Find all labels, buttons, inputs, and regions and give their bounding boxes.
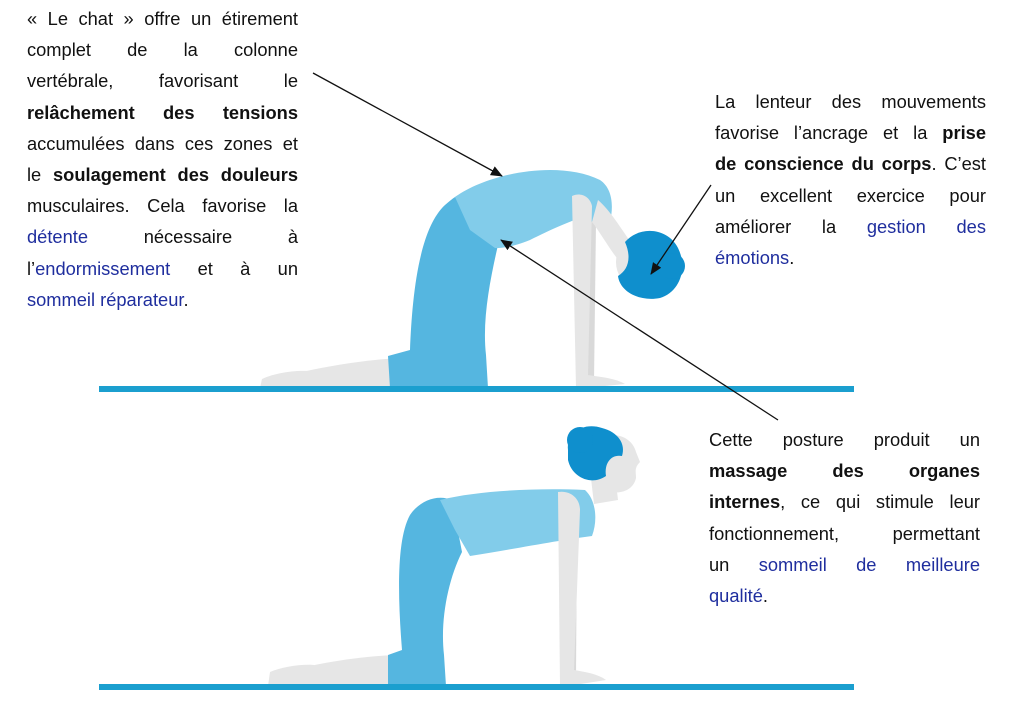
text: « Le chat » offre un étirement	[27, 8, 298, 29]
line	[715, 148, 986, 179]
mat-bottom	[99, 684, 854, 690]
text: et à un	[170, 257, 298, 279]
text: musculaires. Cela favorise la	[27, 195, 298, 217]
line	[27, 284, 298, 315]
line	[709, 580, 980, 611]
cat-foot	[260, 371, 312, 388]
line	[709, 518, 980, 549]
text: vertébrale, favorisant le	[27, 70, 298, 92]
text: le	[27, 164, 53, 186]
cat-pose-figure	[260, 170, 685, 388]
line	[709, 455, 980, 486]
line	[715, 86, 986, 117]
highlight-text: sommeil de meilleure	[758, 553, 980, 575]
line	[27, 65, 298, 96]
cow-hair-bun	[567, 427, 593, 453]
text: l’	[27, 257, 36, 279]
massage-annotation	[709, 424, 980, 611]
bold-text: massage des organes	[709, 460, 980, 482]
line	[715, 117, 986, 148]
highlight-text: émotions	[715, 247, 790, 269]
text: .	[789, 247, 795, 269]
highlight-text: détente	[27, 226, 88, 248]
text: un excellent exercice pour	[715, 184, 986, 206]
cow-pants	[388, 498, 462, 686]
arrow-to-spine	[313, 73, 502, 176]
mat-top	[99, 386, 854, 392]
cow-pose-figure	[268, 426, 640, 686]
text: fonctionnement, permettant	[709, 522, 980, 544]
line	[715, 211, 986, 242]
line	[715, 180, 986, 211]
cow-foot	[268, 665, 318, 686]
line	[27, 3, 298, 34]
line	[27, 159, 298, 190]
line	[27, 221, 298, 252]
bold-text: internes	[709, 491, 781, 513]
text: accumulées dans ces zones et	[27, 132, 298, 154]
text: .	[762, 585, 768, 607]
text: un	[709, 553, 759, 575]
text: nécessaire à	[88, 226, 298, 248]
slowness-annotation	[715, 86, 986, 273]
line	[27, 34, 298, 65]
line	[27, 253, 298, 284]
line	[715, 242, 986, 273]
highlight-text: qualité	[709, 585, 763, 607]
bold-text: relâchement des tensions	[27, 101, 298, 123]
line	[709, 549, 980, 580]
bold-text: prise	[942, 122, 986, 144]
bold-text: soulagement des douleurs	[53, 164, 298, 186]
text: , ce qui stimule leur	[780, 491, 980, 513]
text: complet de la colonne	[27, 39, 298, 61]
line	[709, 424, 980, 455]
text: La lenteur des mouvements	[715, 91, 986, 112]
highlight-text: gestion des	[866, 215, 986, 237]
line	[27, 128, 298, 159]
line	[27, 97, 298, 128]
highlight-text: endormissement	[35, 257, 171, 279]
highlight-text: sommeil réparateur	[27, 288, 184, 310]
bold-text: de conscience du corps	[715, 153, 932, 175]
line	[709, 486, 980, 517]
text: améliorer la	[715, 215, 867, 237]
text: .	[183, 288, 189, 310]
text: favorise l’ancrage et la	[715, 122, 943, 144]
text: Cette posture produit un	[709, 429, 980, 450]
line	[27, 190, 298, 221]
text: . C’est	[931, 153, 986, 175]
cat-stretch-annotation	[27, 3, 298, 315]
